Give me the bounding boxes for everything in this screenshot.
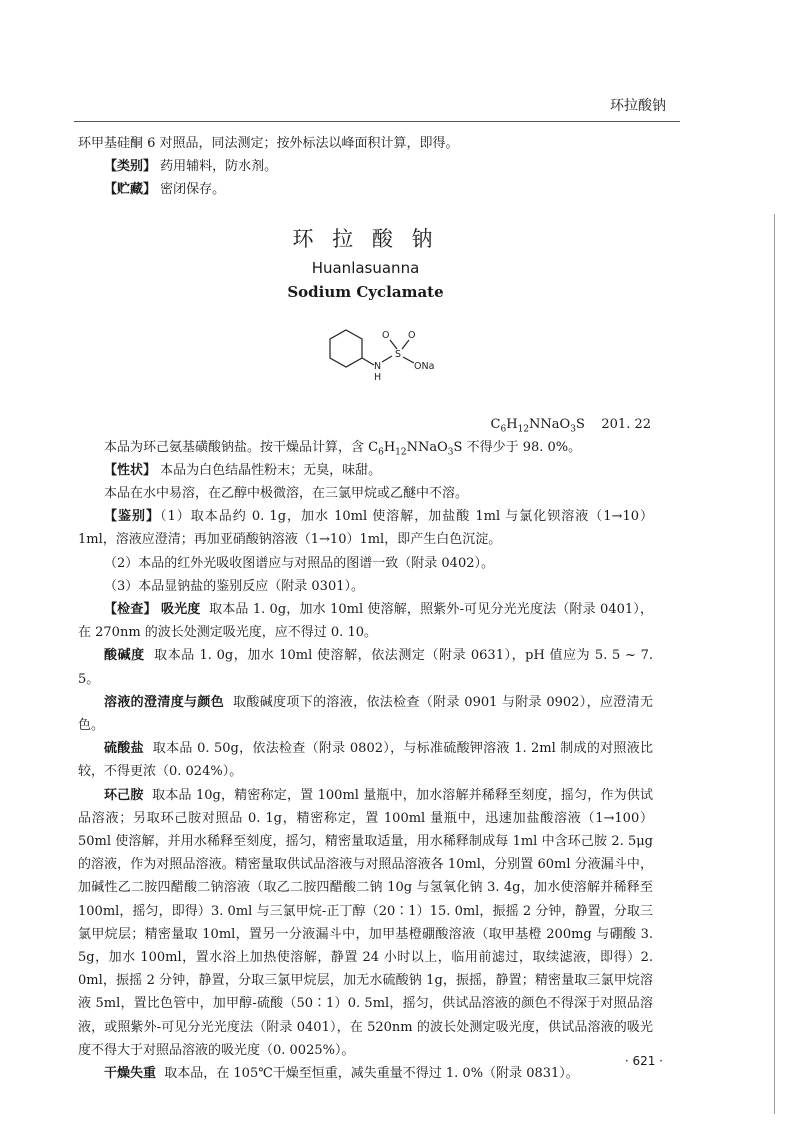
sulfate-label: 硫酸盐 xyxy=(104,741,144,757)
cyclohexylamine-label: 环己胺 xyxy=(104,787,144,803)
intro-d: S 不得少于 98. 0%。 xyxy=(453,439,582,455)
formula-h: H xyxy=(506,416,518,432)
page-edge-line xyxy=(774,214,775,1114)
properties-paragraph xyxy=(78,459,653,482)
identification-paragraph xyxy=(78,505,653,551)
cyclohexylamine-paragraph xyxy=(78,784,653,1062)
solubility-paragraph: 本品在水中易溶，在乙醇中极微溶，在三氯甲烷或乙醚中不溶。 xyxy=(104,486,469,502)
nitrogen-label: N xyxy=(374,360,382,372)
identification-2: （2）本品的红外光吸收图谱应与对照品的图谱一致（附录 0402）。 xyxy=(104,555,494,571)
storage-text: 密闭保存。 xyxy=(160,182,226,198)
acidity-paragraph xyxy=(78,644,653,690)
cyclohexylamine-text: 取本品 10g，精密称定，置 100ml 量瓶中，加水溶解并稀释至刻度，摇匀，作为供试品溶液；另取环己胺对照品 0. 1g，精密称定，置 100ml 量瓶中，迅速加盐酸溶液（1→100）50ml 使溶解，并用水稀释至刻度，摇匀，精密量取适量，用水稀释制成每 1ml 中含环己胺 2. 5μg 的溶液，作为对照品溶液。精密量取供试品溶液与对照品溶液各 10ml，分别置 60ml 分液漏斗中，加碱性乙二胺四醋酸二钠溶液（取乙二胺四醋酸二钠 10g 与氢氧化钠 3. 4g，加水使溶解并稀释至 100ml，摇匀，即得）3. 0ml 与三氯甲烷-正丁醇（20∶1）15. 0ml，振摇 2 分钟，静置，分取三氯甲烷层；精密量取 10ml，置另一分液漏斗中，加甲基橙硼酸溶液（取甲基橙 200mg 与硼酸 3. 5g，加水 100ml，置水浴上加热使溶解，静置 24 小时以上，临用前滤过，取续滤液，即得）2. 0ml，振摇 2 分钟，静置，分取三氯甲烷层，加无水硫酸钠 1g，振摇，静置；精密量取三氯甲烷溶液 5ml，置比色管中，加甲醇-硫酸（50∶1）0. 5ml，摇匀，供试品溶液的颜色不得深于对照品溶液，或照紫外-可见分光光度法（附录 0401），在 520nm 的波长处测定吸光度，供试品溶液的吸光度不得大于对照品溶液的吸光度（0. 0025%）。 xyxy=(78,787,653,1058)
category-text: 药用辅料，防水剂。 xyxy=(160,159,278,175)
s-ona-bond xyxy=(403,357,414,363)
prev-category xyxy=(78,155,653,178)
formula-s: S xyxy=(575,416,585,432)
properties-text: 本品为白色结晶性粉末；无臭，味甜。 xyxy=(160,462,382,478)
ring-n-bond xyxy=(362,358,374,365)
prev-entry-line: 环甲基硅酮 6 对照品，同法测定；按外标法以峰面积计算，即得。 xyxy=(78,136,459,151)
identification-label: 【鉴别】 xyxy=(104,509,160,525)
sodium-cyclamate-structure xyxy=(324,318,464,400)
n-s-bond xyxy=(382,356,392,362)
intro-a: 本品为环己氨基磺酸钠盐。按干燥品计算，含 C xyxy=(104,439,379,455)
clarity-paragraph xyxy=(78,691,653,737)
header-rule xyxy=(74,121,680,122)
clarity-label: 溶液的澄清度与颜色 xyxy=(104,694,225,710)
identification-3: （3）本品显钠盐的鉴别反应（附录 0301）。 xyxy=(104,578,364,594)
title-chinese: 环 拉 酸 钠 xyxy=(292,226,439,251)
absorbance-paragraph xyxy=(78,598,653,644)
oxygen-right-label: O xyxy=(408,329,416,341)
absorbance-text: 取本品 1. 0g，加水 10ml 使溶解，照紫外-可见分光光度法（附录 0401），在 270nm 的波长处测定吸光度，应不得过 0. 10。 xyxy=(78,602,653,641)
storage-label: 【贮藏】 xyxy=(104,182,157,198)
hydrogen-label: H xyxy=(374,371,382,383)
category-label: 【类别】 xyxy=(104,159,157,175)
ona-label: ONa xyxy=(414,360,435,372)
oxygen-left-label: O xyxy=(382,329,390,341)
sulfate-text: 取本品 0. 50g，依法检查（附录 0802），与标准硫酸钾溶液 1. 2ml 制成的对照液比较，不得更浓（0. 024%）。 xyxy=(78,741,654,780)
title-pinyin: Huanlasuanna xyxy=(311,258,420,277)
identification-1: （1）取本品约 0. 1g，加水 10ml 使溶解，加盐酸 1ml 与氯化钡溶液（1→10）1ml，溶液应澄清；再加亚硝酸钠溶液（1→10）1ml，即产生白色沉淀。 xyxy=(78,509,653,548)
molecular-weight: 201. 22 xyxy=(601,416,651,432)
intro-sub2: 12 xyxy=(395,447,407,458)
intro-paragraph xyxy=(78,436,653,459)
intro-c: NNaO xyxy=(406,439,448,455)
intro-sub1: 6 xyxy=(378,447,384,458)
s-o-bond-left xyxy=(390,340,397,349)
page-number: · 621 · xyxy=(624,1054,663,1068)
formula-c: C xyxy=(490,416,501,432)
structure-diagram xyxy=(78,312,653,404)
acidity-text: 取本品 1. 0g，加水 10ml 使溶解，依法测定（附录 0631），pH 值应为 5. 5 ~ 7. 5。 xyxy=(78,648,654,687)
formula-c-sub: 6 xyxy=(500,424,507,435)
sulfate-paragraph xyxy=(78,737,653,783)
intro-b: H xyxy=(383,439,396,455)
loss-on-drying-paragraph xyxy=(78,1062,653,1085)
molecular-formula xyxy=(78,414,653,436)
acidity-label: 酸碱度 xyxy=(104,648,145,664)
formula-mid: NNaO xyxy=(529,416,571,432)
prev-storage xyxy=(78,178,653,201)
properties-label: 【性状】 xyxy=(104,462,157,478)
sulfur-label: S xyxy=(395,348,402,360)
clarity-text: 取酸碱度项下的溶液，依法检查（附录 0901 与附录 0902），应澄清无色。 xyxy=(78,694,653,734)
formula-o-sub: 3 xyxy=(570,424,576,435)
intro-sub3: 3 xyxy=(447,447,454,458)
monograph-title xyxy=(78,226,653,304)
body-text xyxy=(78,132,653,1085)
s-o-bond-right xyxy=(402,340,409,349)
title-english: Sodium Cyclamate xyxy=(287,282,444,301)
running-title: 环拉酸钠 xyxy=(610,98,666,114)
cyclohexane-ring xyxy=(330,330,362,367)
formula-h-sub: 12 xyxy=(517,424,530,435)
loss-on-drying-label: 干燥失重 xyxy=(104,1066,157,1082)
absorbance-label: 吸光度 xyxy=(160,602,201,618)
tests-label: 【检查】 xyxy=(104,602,157,618)
loss-on-drying-text: 取本品，在 105℃干燥至恒重，减失重量不得过 1. 0%（附录 0831）。 xyxy=(164,1066,579,1082)
